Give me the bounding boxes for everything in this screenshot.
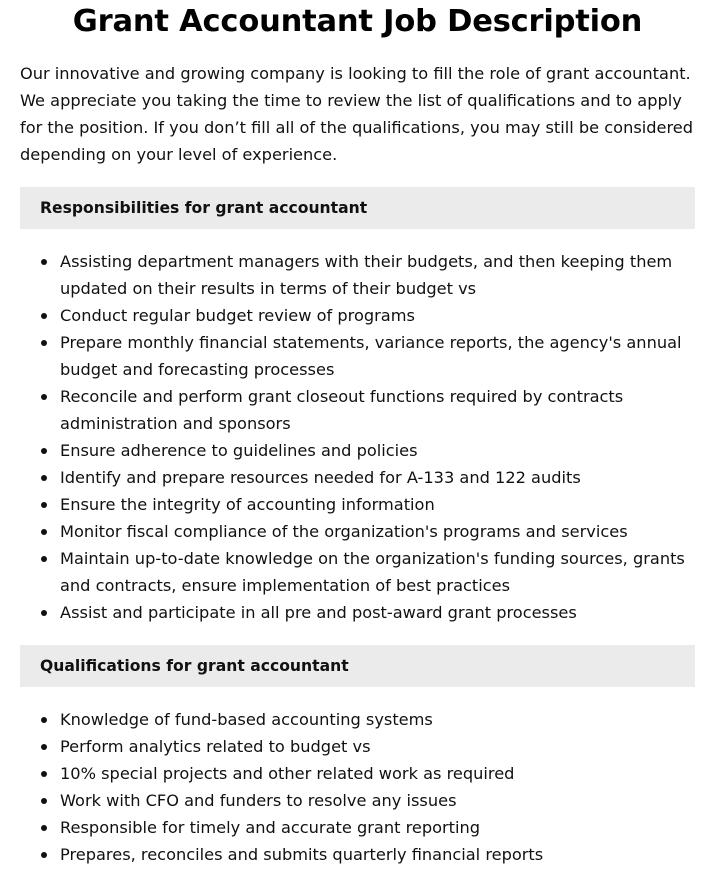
- list-item: [20, 706, 695, 733]
- responsibilities-list: [20, 248, 695, 626]
- list-item: [20, 814, 695, 841]
- bullet-icon: [41, 340, 47, 346]
- list-item-text: Prepare monthly financial statements, variance reports, the agency's annual budget and forecasting processes: [60, 333, 682, 379]
- list-item: [20, 518, 695, 545]
- list-item: [20, 545, 695, 599]
- list-item: [20, 787, 695, 814]
- bullet-icon: [41, 313, 47, 319]
- responsibilities-header: [20, 187, 695, 229]
- list-item-text: Responsible for timely and accurate grant reporting: [60, 818, 481, 837]
- bullet-icon: [41, 475, 47, 481]
- list-item-text: Reconcile and perform grant closeout functions required by contracts administration and sponsors: [60, 387, 624, 433]
- list-item-text: 10% special projects and other related work as required: [60, 764, 515, 783]
- list-item: [20, 599, 695, 626]
- list-item-text: Knowledge of fund-based accounting systems: [60, 710, 433, 729]
- bullet-icon: [41, 771, 47, 777]
- bullet-icon: [41, 529, 47, 535]
- list-item: [20, 329, 695, 383]
- list-item: [20, 464, 695, 491]
- list-item-text: Maintain up-to-date knowledge on the organization's funding sources, grants and contracts, ensure implementation of best practices: [60, 549, 685, 595]
- qualifications-heading: Qualifications for grant accountant: [40, 657, 349, 675]
- bullet-icon: [41, 825, 47, 831]
- list-item-text: Assist and participate in all pre and post-award grant processes: [60, 603, 577, 622]
- list-item: [20, 733, 695, 760]
- qualifications-header: [20, 645, 695, 687]
- page-title: Grant Accountant Job Description: [72, 4, 643, 39]
- qualifications-section: [20, 645, 695, 868]
- list-item: [20, 491, 695, 518]
- list-item-text: Monitor fiscal compliance of the organization's programs and services: [60, 522, 628, 541]
- bullet-icon: [41, 394, 47, 400]
- qualifications-list: [20, 706, 695, 868]
- list-item-text: Work with CFO and funders to resolve any issues: [60, 791, 457, 810]
- list-item: [20, 760, 695, 787]
- bullet-icon: [41, 610, 47, 616]
- list-item-text: Perform analytics related to budget vs: [60, 737, 371, 756]
- bullet-icon: [41, 502, 47, 508]
- list-item-text: Ensure the integrity of accounting information: [60, 495, 435, 514]
- bullet-icon: [41, 448, 47, 454]
- list-item: [20, 383, 695, 437]
- list-item-text: Identify and prepare resources needed for A-133 and 122 audits: [60, 468, 581, 487]
- list-item: [20, 248, 695, 302]
- list-item-text: Ensure adherence to guidelines and policies: [60, 441, 418, 460]
- responsibilities-heading: Responsibilities for grant accountant: [40, 199, 368, 217]
- list-item-text: Prepares, reconciles and submits quarterly financial reports: [60, 845, 544, 864]
- list-item-text: Conduct regular budget review of programs: [60, 306, 415, 325]
- job-description-page: [20, 0, 695, 868]
- bullet-icon: [41, 259, 47, 265]
- bullet-icon: [41, 717, 47, 723]
- bullet-icon: [41, 556, 47, 562]
- responsibilities-section: [20, 187, 695, 626]
- bullet-icon: [41, 852, 47, 858]
- list-item: [20, 437, 695, 464]
- intro-paragraph: Our innovative and growing company is looking to fill the role of grant accountant. We appreciate you taking the time to review the list of qualifications and to apply for the position. If you don’t fill all of the qualifications, you may still be considered depending on your level of experience.: [20, 64, 694, 164]
- list-item-text: Assisting department managers with their budgets, and then keeping them updated on their results in terms of their budget vs: [60, 252, 673, 298]
- bullet-icon: [41, 798, 47, 804]
- list-item: [20, 841, 695, 868]
- bullet-icon: [41, 744, 47, 750]
- list-item: [20, 302, 695, 329]
